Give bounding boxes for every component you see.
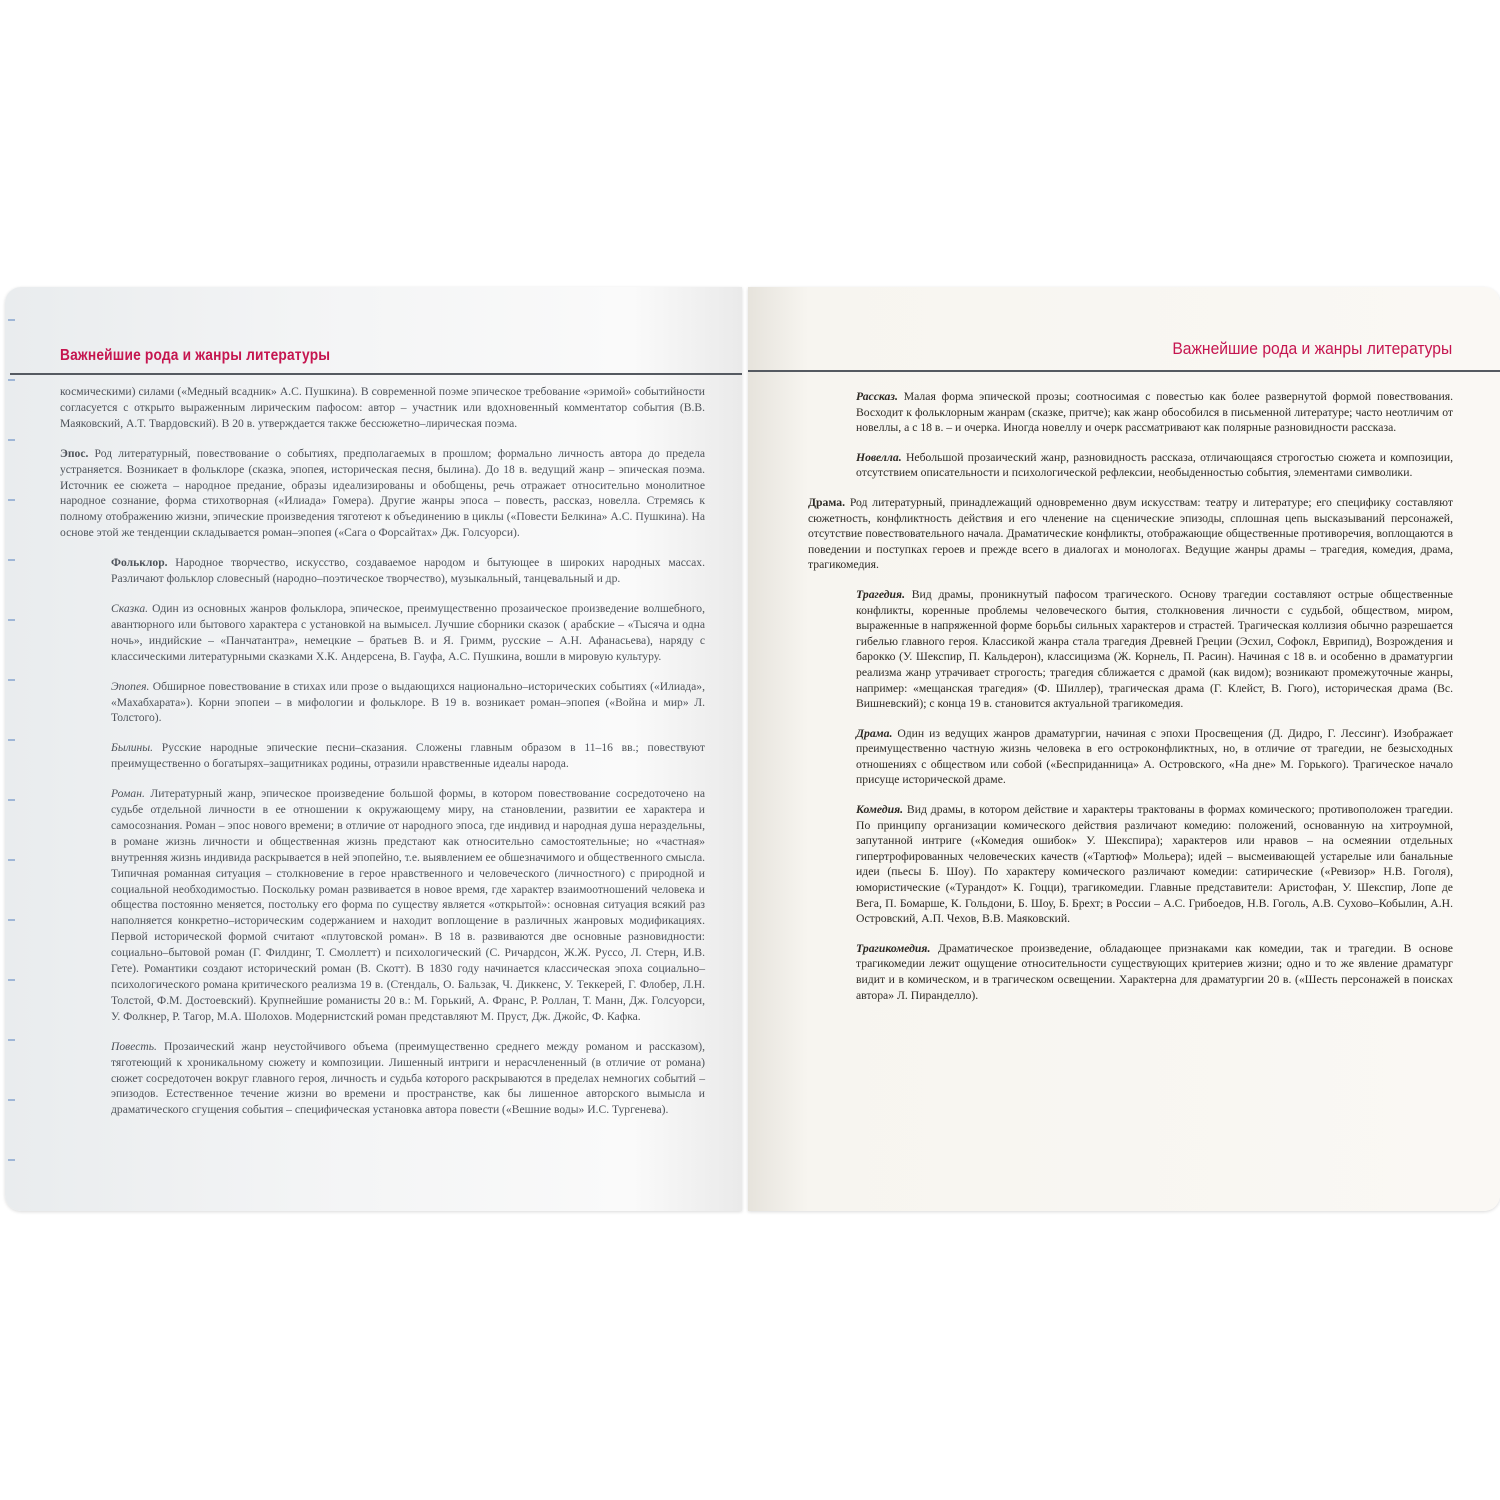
term-label: Повесть.: [111, 1039, 157, 1053]
paragraph-novella-story: [60, 1039, 705, 1119]
paragraph-text: Обширное повествование в стихах или прозе о выдающихся национально–исторических событиях («Илиада», «Махабхарата»). Корни эпопеи – в мифологии и фольклоре. В 19 в. возникает роман–эпопея («Война и мир» Л. Толстого).: [111, 679, 705, 725]
paragraph-tragedy: [808, 587, 1453, 712]
header-rule: [10, 373, 742, 375]
paragraph-comedy: [808, 802, 1453, 927]
page-header: Важнейшие рода и жанры литературы: [1172, 339, 1452, 358]
paragraph-drama-genus: [808, 495, 1453, 573]
paragraph-poem-continuation: [60, 384, 705, 432]
left-page-text: [60, 384, 705, 1132]
paragraph-text: Один из основных жанров фольклора, эпическое, преимущественно прозаическое произведение волшебного, авантюрного или бытового характера с установкой на вымысел. Лучшие сборники сказок ( арабские – «Тысяча и одна ночь», индийские – «Панчатантра», немецкие – братьев В. и Я. Гримм, русские – А.Н. Афанасьева), наряду с классическими литературными сказками Х.К. Андерсена, В. Гауфа, А.С. Пушкина, вошли в мировую культуру.: [111, 601, 705, 663]
paragraph-epopee: [60, 679, 705, 727]
page-header: Важнейшие рода и жанры литературы: [60, 347, 331, 364]
term-label: Комедия.: [856, 803, 904, 817]
term-label: Эпопея.: [111, 679, 150, 693]
paragraph-drama-genre: [808, 726, 1453, 788]
right-page: [748, 287, 1500, 1211]
paragraph-text: Один из ведущих жанров драматургии, начиная с эпохи Просвещения (Д. Дидро, Г. Лессинг). Изображает преимущественно частную жизнь человека в его остроконфликтных, но, в отличие от трагедии, не безысходных отношениях с обществом или собой («Бесприданница» А. Островского, «На дне» М. Горького). Трагическое начало присуще исторической драме.: [856, 726, 1453, 787]
paragraph-tragicomedy: [808, 941, 1453, 1003]
term-label: Эпос.: [60, 446, 89, 460]
paragraph-text: Вид драмы, проникнутый пафосом трагического. Основу трагедии составляют острые общественные конфликты, коренные проблемы человеческого бытия, столкновения личности с судьбой, обществом, миром, выраженные в напряженной форме борьбы сильных характеров и страстей. Трагическая коллизия обычно разрешается гибелью главного героя. Классикой жанра стала трагедия Древней Греции (Эсхил, Софокл, Еврипид), Возрождения и барокко (У. Шекспир, П. Кальдерон), классицизма (Ж. Корнель, П. Расин). Начиная с 18 в. и особенно в драматургии реализма жанр утрачивает строгость; трагедия сближается с драмой (как видом); возникают промежуточные жанры, например: «мещанская трагедия» (Ф. Шиллер), трагическая драма (Г. Клейст, В. Гюго), историческая драма (Вс. Вишневский); с конца 19 в. становится актуальной трагикомедия.: [856, 587, 1453, 711]
paragraph-text: Русские народные эпические песни–сказания. Сложены главным образом в 11–16 вв.; повествуют преимущественно о богатырях–защитниках родины, отразили нравственные идеалы народа.: [111, 741, 705, 771]
paragraph-novella: [808, 450, 1453, 481]
paragraph-byliny: [60, 740, 705, 772]
term-label: Фольклор.: [111, 556, 168, 570]
paragraph-text: Малая форма эпической прозы; соотносимая с повестью как более развернутой формой повествования. Восходит к фольклорным жанрам (сказке, притче); как жанр обособился в письменной литературе; часто неотличим от новеллы, а с 18 в. – и очерка. Иногда новеллу и очерк рассматривают как полярные разновидности рассказа.: [856, 390, 1453, 435]
term-label: Драма.: [856, 726, 893, 740]
paragraph-fairy-tale: [60, 601, 705, 665]
term-label: Драма.: [808, 495, 846, 509]
term-label: Сказка.: [111, 601, 149, 615]
paragraph-epos: [60, 446, 705, 541]
term-label: Трагикомедия.: [856, 941, 931, 955]
paragraph-novel: [60, 786, 705, 1025]
paragraph-text: Драматическое произведение, обладающее признаками как комедии, так и трагедии. В основе трагикомедии лежит ощущение относительности существующих критериев жизни; одно и то же явление драматург видит и в комическом, и в трагическом освещении. Характерна для драматургии 20 в. («Шесть персонажей в поисках автора» Л. Пиранделло).: [856, 941, 1453, 1002]
right-page-text: [808, 389, 1453, 1017]
paragraph-text: Литературный жанр, эпическое произведение большой формы, в котором повествование сосредоточено на судьбе отдельной личности в ее отношении к окружающему миру, на становлении, развитии ее характера и самосознания. Роман – эпос нового времени; в отличие от народного эпоса, где индивид и народная душа нераздельны, в романе жизнь личности и общественная жизнь предстают как относительно самостоятельные; но «частная» внутренняя жизнь индивида раскрывается в ней эпопейно, т.е. выявлением ее обшезначимого и общественного смысла. Типичная романная ситуация – столкновение в герое нравственного и человеческого (личностного) с природной и социальной необходимостью. Поскольку роман развивается в новое время, где характер взаимоотношений человека и общества постоянно меняется, постольку его форма по существу является «открытой»: основная ситуация всякий раз наполняется конкретно–историческим содержанием и находит воплощение в различных жанровых модификациях. Первой исторической формой считают «плутовской роман». В 18 в. развиваются две основные разновидности: социально–бытовой роман (Г. Филдинг, Т. Смоллетт) и психологический (С. Ричардсон, Ж.Ж. Руссо, Л. Стерн, И.В. Гете). Романтики создают исторический роман (В. Скотт). В 1830 году начинается классическая эпоха социально–психологического романа критического реализма 19 в. (Стендаль, О. Бальзак, Ч. Диккенс, У. Теккерей, Г. Флобер, Л.Н. Толстой, Ф.М. Достоевский). Крупнейшие романисты 20 в.: М. Горький, А. Франс, Р. Роллан, Т. Манн, Дж. Голсуорси, У. Фолкнер, Р. Тагор, М.А. Шолохов. Модернистский роман представляют М. Пруст, Дж. Джойс, Ф. Кафка.: [111, 787, 705, 1023]
paragraph-short-story: [808, 389, 1453, 436]
binding-holes: [5, 307, 17, 1187]
paragraph-text: Народное творчество, искусство, создаваемое народом и бытующее в широких народных массах. Различают фольклор словесный (народно–поэтическое творчество), музыкальный, танцевальный и др.: [111, 556, 705, 586]
header-rule: [748, 370, 1500, 372]
term-label: Новелла.: [856, 450, 902, 464]
left-page: [5, 287, 742, 1211]
term-label: Роман.: [111, 787, 145, 801]
paragraph-text: Род литературный, принадлежащий одновременно двум искусствам: театру и литературе; его специфику составляют сюжетность, конфликтность действия и его членение на сценические эпизоды, сплошная цепь высказываний персонажей, отсутствие повествовательного начала. Драматические конфликты, отображающие общественные противоречия, воплощаются в поведении и поступках героев и прежде всего в диалогах и монологах. Ведущие жанры драмы – трагедия, комедия, драма, трагикомедия.: [808, 495, 1453, 572]
paragraph-text: космическими) силами («Медный всадник» А.С. Пушкина). В современной поэме эпическое требование «эримой» событийности согласуется с открыто выраженным лирическим пафосом: автор – участник или вдохновенный комментатор события (В.В. Маяковский, А.Т. Твардовский). В 20 в. утверждается также бессюжетно–лирическая поэма.: [60, 385, 705, 430]
term-label: Рассказ.: [856, 390, 898, 403]
paragraph-folklore: [60, 555, 705, 587]
paragraph-text: Род литературный, повествование о событиях, предполагаемых в прошлом; формально личность автора до предела устраняется. Возникает в фольклоре (сказка, эпопея, историческая песня, былина). До 18 в. ведущий жанр – эпическая поэма. Источник ее сюжета – народное предание, образы идеализированы и обобщены, речь отражает относительно монолитное народное сознание, форма стихотворная («Илиада» Гомера). Другие жанры эпоса – повесть, рассказ, новелла. Стремясь к полному отображению жизни, эпические произведения тяготеют к объединению в циклы («Повести Белкина» А.С. Пушкина). На основе этой же тенденции складывается роман–эпопея («Сага о Форсайтах» Дж. Голсуорси).: [60, 446, 705, 540]
term-label: Былины.: [111, 741, 154, 755]
term-label: Трагедия.: [856, 587, 905, 601]
paragraph-text: Прозаический жанр неустойчивого объема (преимущественно среднего между романом и рассказом), тяготеющий к хроникальному сюжету и композиции. Лишенный интриги и нерасчлененный (в отличие от романа) сюжет сосредоточен вокруг главного героя, личность и судьба которого раскрываются в пределах немногих событий – эпизодов. Естественное течение жизни во времени и пространстве, как бы лишенное авторского вымысла и драматического сгущения события – специфическая установка автора повести («Вешние воды» И.С. Тургенева).: [111, 1039, 705, 1117]
paragraph-text: Вид драмы, в котором действие и характеры трактованы в формах комического; противоположен трагедии. По принципу организации комического действия различают комедию: положений, основанную на хитроумной, запутанной интриге («Комедия ошибок» У. Шекспира); характеров или нравов – на осмеянии отдельных гипертрофированных человеческих качеств («Тартюф» Мольера); идей – высмеивающей устарелые или банальные идеи (пьесы Б. Шоу). По характеру комического различают комедии: сатирические («Ревизор» Н.В. Гоголя), юмористические («Турандот» К. Гоцци), трагикомедии. Главные представители: Аристофан, У. Шекспир, Лопе де Вега, П. Бомарше, К. Гольдони, Б. Шоу, Б. Брехт; в России – А.С. Грибоедов, Н.В. Гоголь, А.В. Сухово–Кобылин, А.Н. Островский, А.П. Чехов, В.В. Маяковский.: [856, 803, 1453, 926]
paragraph-text: Небольшой прозаический жанр, разновидность рассказа, отличающаяся строгостью сюжета и композиции, отсутствием описательности и психологической рефлексии, необыденностью события, элементами символики.: [856, 450, 1453, 480]
